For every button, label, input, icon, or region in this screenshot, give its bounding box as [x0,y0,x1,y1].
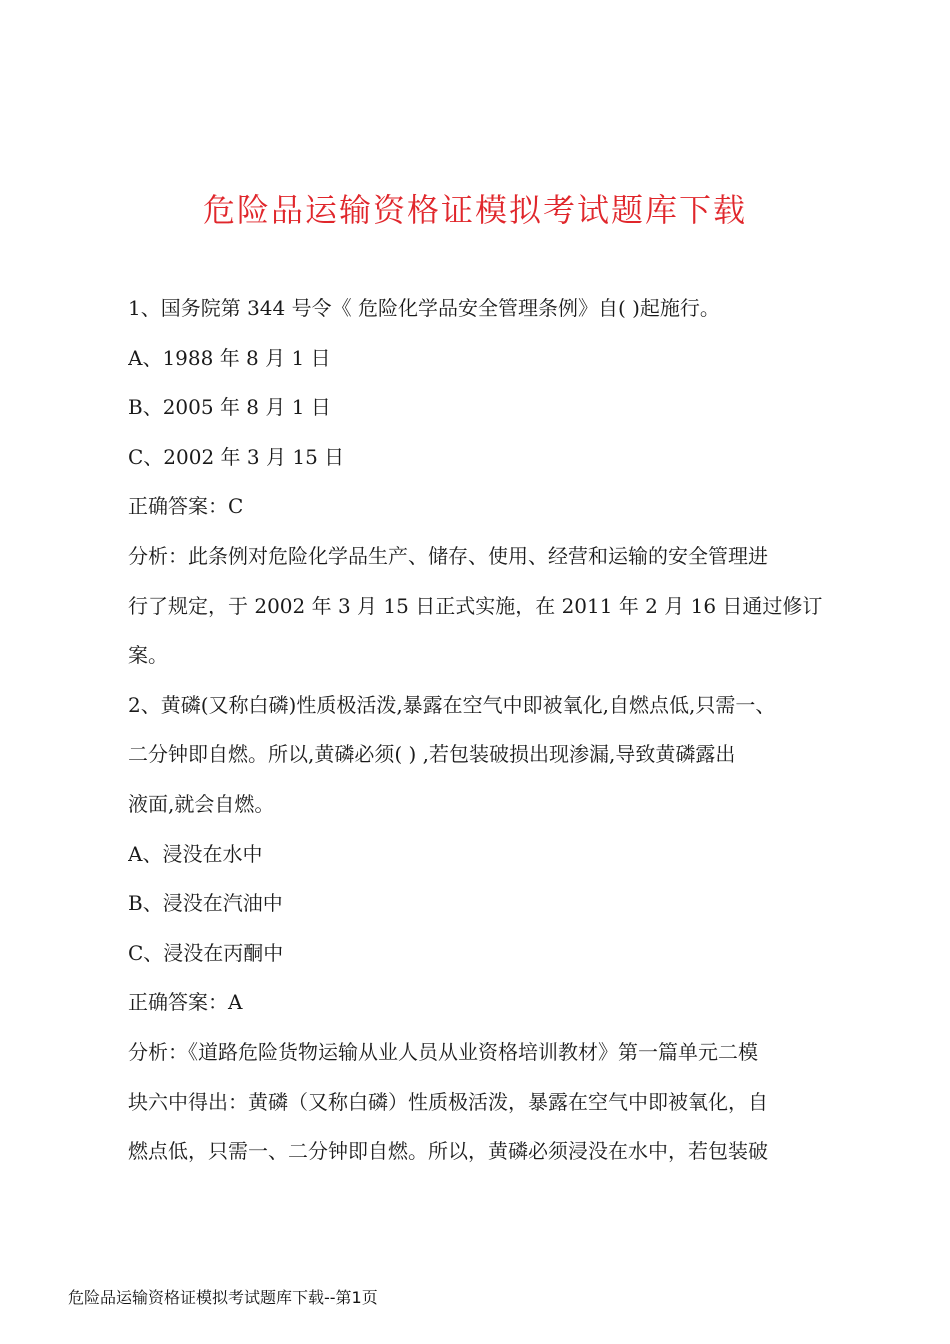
question-2-line: 液面,就会自燃。 [128,791,275,816]
question-1: 1、国务院第 344 号令《 危险化学品安全管理条例》自( )起施行。 [128,296,720,320]
question-1-option-a: A、1988 年 8 月 1 日 [128,345,331,370]
page-title: 危险品运输资格证模拟考试题库下载 [202,191,747,229]
question-1-analysis-line: 分析：此条例对危险化学品生产、储存、使用、经营和运输的安全管理进 [128,543,768,568]
page-footer: 危险品运输资格证模拟考试题库下载--第1页 [68,1288,378,1307]
question-2-analysis-line: 燃点低，只需一、二分钟即自燃。所以，黄磷必须浸没在水中，若包装破 [128,1139,768,1164]
question-2-answer: 正确答案：A [128,990,243,1015]
question-2-option-b: B、浸没在汽油中 [128,891,283,916]
document-body [128,284,843,1177]
question-2-analysis-line: 块六中得出：黄磷（又称白磷）性质极活泼，暴露在空气中即被氧化，自 [128,1089,768,1114]
question-1-option-c: C、2002 年 3 月 15 日 [128,444,345,469]
question-1-answer: 正确答案：C [128,494,244,519]
question-2-analysis-line: 分析：《道路危险货物运输从业人员从业资格培训教材》第一篇单元二模 [128,1039,758,1064]
question-2-option-a: A、浸没在水中 [128,841,263,866]
question-2-line: 2、黄磷(又称白磷)性质极活泼,暴露在空气中即被氧化,自燃点低,只需一、 [128,692,776,717]
question-2-line: 二分钟即自燃。所以,黄磷必须( ) ,若包装破损出现渗漏,导致黄磷露出 [128,742,736,767]
question-1-analysis-line: 案。 [128,643,168,668]
question-1-option-b: B、2005 年 8 月 1 日 [128,395,331,420]
question-1-analysis-line: 行了规定，于 2002 年 3 月 15 日正式实施，在 2011 年 2 月 16 日通过修订 [128,593,823,618]
question-2-option-c: C、浸没在丙酮中 [128,940,284,965]
